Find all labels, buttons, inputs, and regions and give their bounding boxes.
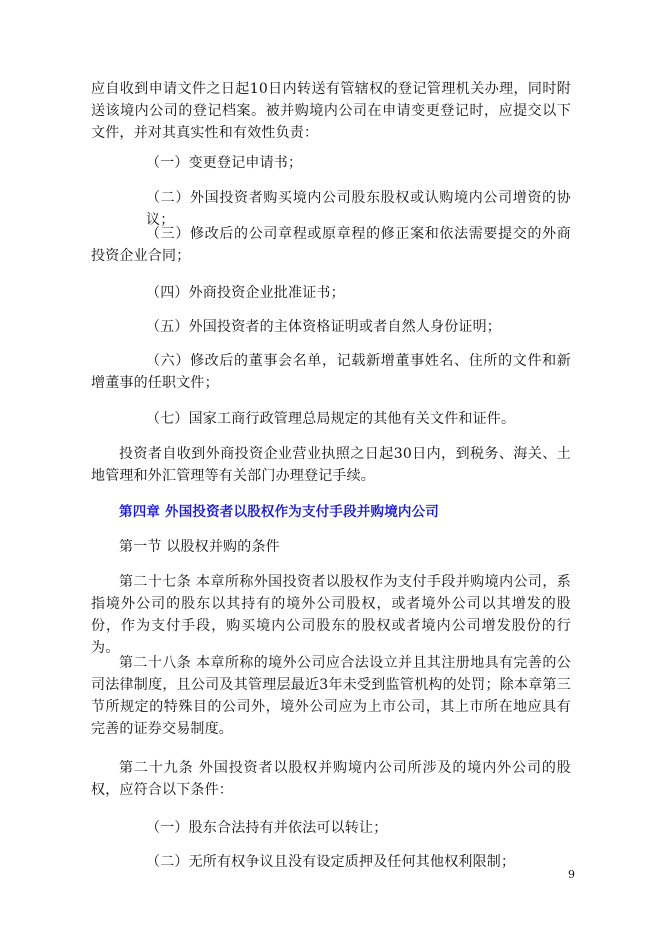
section-heading: 第一节 以股权并购的条件 xyxy=(119,539,280,555)
list-item-7: （七）国家工商行政管理总局规定的其他有关文件和证件。 xyxy=(146,411,516,427)
list-item-4: （四）外商投资企业批准证书； xyxy=(146,285,345,301)
list-item-3: （三）修改后的公司章程或原章程的修正案和依法需要提交的外商投资企业合同； xyxy=(91,226,571,264)
list-item-2: （二）外国投资者购买境内公司股东股权或认购境内公司增资的协议； xyxy=(146,190,571,228)
list-item-5: （五）外国投资者的主体资格证明或者自然人身份证明； xyxy=(146,319,501,335)
article-29: 第二十九条 外国投资者以股权并购境内公司所涉及的境内外公司的股权，应符合以下条件： xyxy=(91,760,571,798)
article-27: 第二十七条 本章所称外国投资者以股权作为支付手段并购境内公司，系指境外公司的股东以其持有的境外公司股权，或者境外公司以其增发的股份，作为支付手段，购买境内公司股东的股权或者境内公司增发股份的行为。 xyxy=(91,574,571,656)
condition-item-1: （一）股东合法持有并依法可以转让； xyxy=(146,820,388,836)
chapter-heading: 第四章 外国投资者以股权作为支付手段并购境内公司 xyxy=(119,504,439,520)
condition-item-2: （二）无所有权争议且没有设定质押及任何其他权利限制； xyxy=(146,854,516,870)
paragraph-continuation: 应自收到申请文件之日起10日内转送有管辖权的登记管理机关办理，同时附送该境内公司的登记档案。被并购境内公司在申请变更登记时，应提交以下文件，并对其真实性和有效性负责： xyxy=(91,81,571,141)
list-item-1: （一）变更登记申请书； xyxy=(146,155,303,171)
article-28: 第二十八条 本章所称的境外公司应合法设立并且其注册地具有完善的公司法律制度，且公司及其管理层最近3年未受到监管机构的处罚；除本章第三节所规定的特殊目的公司外，境外公司应为上市公司，其上市所在地应具有完善的证券交易制度。 xyxy=(91,655,571,737)
page-number: 9 xyxy=(568,868,575,881)
registration-paragraph: 投资者自收到外商投资企业营业执照之日起30日内，到税务、海关、土地管理和外汇管理等有关部门办理登记手续。 xyxy=(91,446,571,484)
list-item-6: （六）修改后的董事会名单，记载新增董事姓名、住所的文件和新增董事的任职文件； xyxy=(91,353,571,391)
